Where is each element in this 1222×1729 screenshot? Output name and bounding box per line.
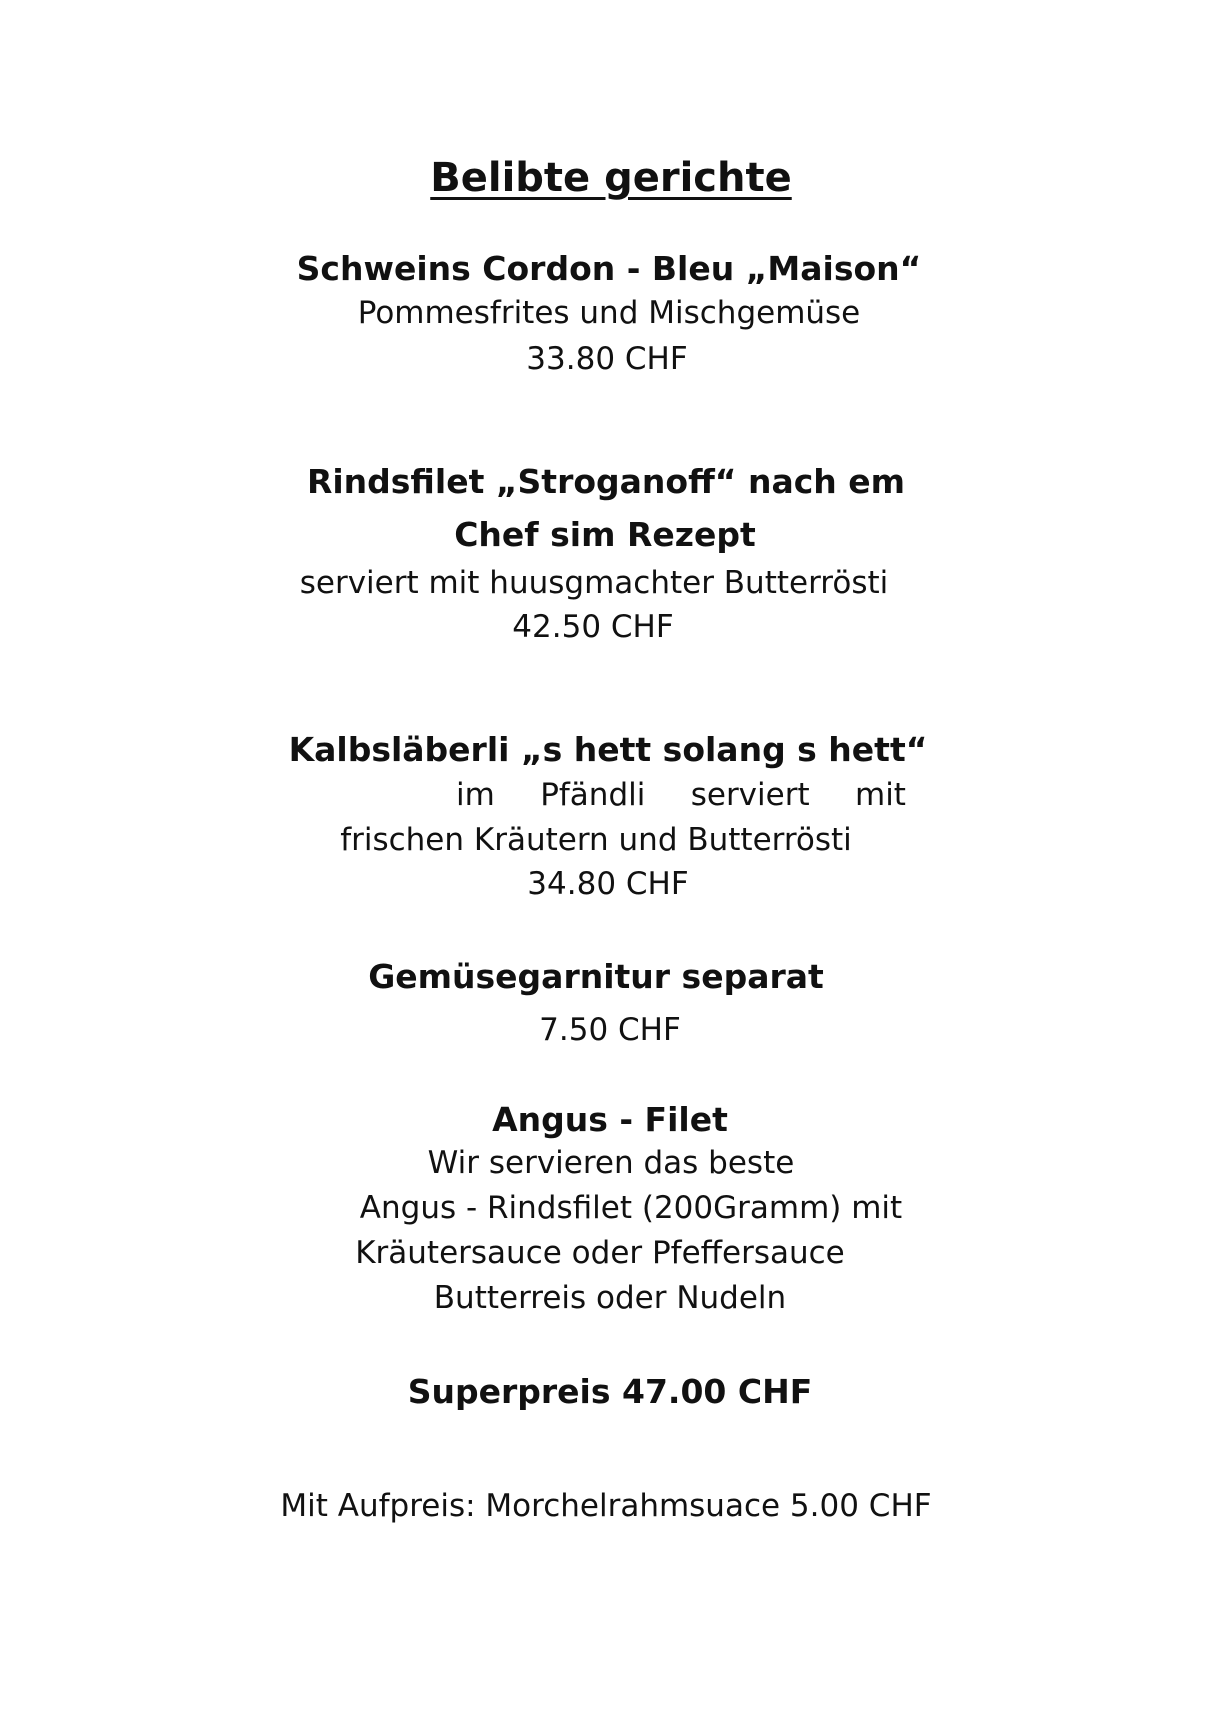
dish-name: Gemüsegarnitur separat — [368, 957, 824, 996]
dish-name: Schweins Cordon - Bleu „Maison“ — [296, 249, 922, 288]
dish-description: Angus - Rindsfilet (200Gramm) mit — [359, 1190, 903, 1226]
dish-price: 7.50 CHF — [539, 1012, 681, 1048]
dish-price: Superpreis 47.00 CHF — [407, 1372, 813, 1411]
dish-description — [456, 777, 906, 813]
dish-description: frischen Kräutern und Butterrösti — [340, 822, 852, 858]
dish-price: 34.80 CHF — [527, 866, 689, 902]
dish-description: Pommesfrites und Mischgemüse — [357, 295, 861, 331]
dish-description-word: Pfändli — [540, 777, 646, 813]
menu-title: Belibte gerichte — [430, 155, 792, 201]
dish-price: 33.80 CHF — [526, 341, 688, 377]
extra-note: Mit Aufpreis: Morchelrahmsuace 5.00 CHF — [280, 1488, 932, 1524]
dish-name: Chef sim Rezept — [454, 515, 756, 554]
dish-name: Angus - Filet — [492, 1100, 728, 1139]
dish-description-word: serviert — [690, 777, 810, 813]
dish-price: 42.50 CHF — [512, 609, 674, 645]
dish-description: serviert mit huusgmachter Butterrösti — [299, 565, 889, 601]
dish-description-word: mit — [855, 777, 906, 813]
dish-name: Kalbsläberli „s hett solang s hett“ — [288, 730, 928, 769]
dish-description-word: im — [456, 777, 495, 813]
dish-description: Kräutersauce oder Pfeffersauce — [355, 1235, 845, 1271]
dish-description: Butterreis oder Nudeln — [433, 1280, 787, 1316]
dish-description: Wir servieren das beste — [427, 1145, 795, 1181]
dish-name: Rindsfilet „Stroganoff“ nach em — [306, 462, 906, 501]
